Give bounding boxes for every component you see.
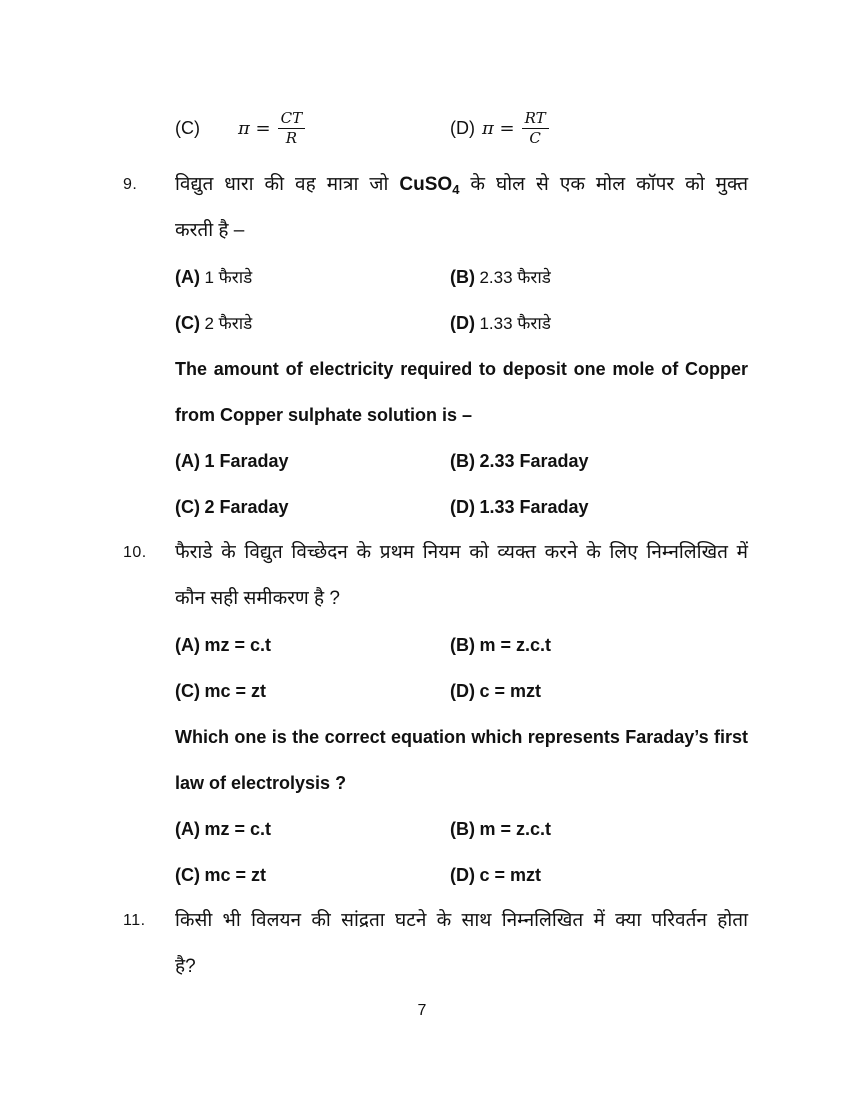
option-text: m = z.c.t bbox=[479, 635, 551, 655]
formula-options-row bbox=[175, 95, 748, 162]
q10-english-option-c bbox=[175, 865, 266, 885]
formula-option-d bbox=[450, 110, 549, 148]
option-label: (D) bbox=[450, 681, 475, 701]
q9-english-options-row-1 bbox=[175, 438, 748, 484]
option-text: 1 Faraday bbox=[204, 451, 289, 471]
q11-number: 11. bbox=[123, 912, 146, 929]
q9-hindi-text-pre: विद्युत धारा की वह मात्रा जो bbox=[175, 174, 389, 195]
option-label: (B) bbox=[450, 635, 475, 655]
option-label: (C) bbox=[175, 118, 200, 138]
q10-options-row-1 bbox=[175, 622, 748, 668]
fraction bbox=[278, 110, 305, 148]
option-label: (A) bbox=[175, 819, 200, 839]
q9-english-option-c bbox=[175, 497, 289, 517]
option-label: (D) bbox=[450, 313, 475, 333]
q9-hindi-line1 bbox=[123, 162, 749, 208]
chemical-formula-cuso4 bbox=[399, 174, 459, 195]
option-label: (C) bbox=[175, 865, 200, 885]
q9-hindi-options-row-2 bbox=[175, 300, 748, 346]
option-text: c = mzt bbox=[479, 865, 541, 885]
formula-lhs: π = bbox=[238, 118, 271, 139]
page-number: 7 bbox=[417, 1002, 427, 1019]
q10-english-option-a bbox=[175, 819, 271, 839]
option-text: 1 फैराडे bbox=[204, 268, 253, 287]
option-text: mz = c.t bbox=[204, 635, 271, 655]
q9-english-option-b bbox=[450, 438, 589, 486]
fraction-numerator: RT bbox=[522, 110, 549, 129]
option-text: 2 Faraday bbox=[204, 497, 289, 517]
q9-hindi-line2: करती है – bbox=[175, 220, 245, 241]
fraction-denominator: C bbox=[529, 129, 541, 147]
q10-option-d bbox=[450, 668, 541, 716]
q10-hindi-line2: कौन सही समीकरण है ? bbox=[175, 588, 340, 609]
formula-pi-ct-r bbox=[238, 110, 305, 148]
fraction bbox=[522, 110, 549, 148]
option-text: mc = zt bbox=[204, 681, 266, 701]
q9-option-a bbox=[175, 267, 253, 287]
option-label: (C) bbox=[175, 313, 200, 333]
option-label: (B) bbox=[450, 267, 475, 287]
q10-hindi-line1 bbox=[123, 530, 748, 576]
q9-option-d bbox=[450, 300, 551, 348]
option-label: (C) bbox=[175, 497, 200, 517]
option-label: (A) bbox=[175, 267, 200, 287]
fraction-denominator: R bbox=[285, 129, 298, 147]
q10-option-b bbox=[450, 622, 551, 670]
q9-number: 9. bbox=[123, 176, 138, 193]
q11-hindi-line1 bbox=[123, 898, 748, 944]
q9-english-option-a bbox=[175, 451, 289, 471]
option-label: (D) bbox=[450, 865, 475, 885]
q9-english-option-d bbox=[450, 484, 589, 532]
option-label: (B) bbox=[450, 819, 475, 839]
q10-english-line1: Which one is the correct equation which represents Faraday’s first bbox=[175, 727, 748, 747]
fraction-numerator: CT bbox=[278, 110, 305, 129]
option-label: (A) bbox=[175, 451, 200, 471]
option-text: mz = c.t bbox=[204, 819, 271, 839]
q9-hindi-text-post: के घोल से एक मोल कॉपर को मुक्त bbox=[470, 174, 749, 195]
q10-english-option-d bbox=[450, 852, 541, 900]
q11-hindi-line2: है? bbox=[175, 956, 196, 977]
q9-hindi-options-row-1 bbox=[175, 254, 748, 300]
q10-english-options-row-2 bbox=[175, 852, 748, 898]
q10-hindi-text: फैराडे के विद्युत विच्छेदन के प्रथम नियम को व्यक्त करने के लिए निम्नलिखित में bbox=[175, 542, 748, 563]
q9-option-b bbox=[450, 254, 551, 302]
option-text: mc = zt bbox=[204, 865, 266, 885]
q9-english-line2: from Copper sulphate solution is – bbox=[175, 405, 473, 425]
q10-english-options-row-1 bbox=[175, 806, 748, 852]
option-text: c = mzt bbox=[479, 681, 541, 701]
q10-option-c bbox=[175, 681, 266, 701]
chem-subscript: 4 bbox=[452, 182, 460, 197]
option-label: (A) bbox=[175, 635, 200, 655]
formula-pi-rt-c bbox=[482, 110, 549, 148]
q9-english-options-row-2 bbox=[175, 484, 748, 530]
q9-english-line1: The amount of electricity required to deposit one mole of Copper bbox=[175, 359, 748, 379]
option-text: 2.33 फैराडे bbox=[479, 268, 551, 287]
option-text: 2.33 Faraday bbox=[479, 451, 589, 471]
formula-option-c bbox=[175, 110, 450, 148]
option-text: m = z.c.t bbox=[479, 819, 551, 839]
option-text: 1.33 Faraday bbox=[479, 497, 589, 517]
q10-number: 10. bbox=[123, 544, 147, 561]
formula-lhs: π = bbox=[482, 118, 515, 139]
q10-option-a bbox=[175, 635, 271, 655]
q9-option-c bbox=[175, 313, 253, 333]
option-label: (D) bbox=[450, 497, 475, 517]
option-text: 2 फैराडे bbox=[204, 314, 253, 333]
q10-english-option-b bbox=[450, 806, 551, 854]
option-label: (C) bbox=[175, 681, 200, 701]
page-content bbox=[123, 95, 749, 990]
q10-english-line2: law of electrolysis ? bbox=[175, 773, 347, 793]
q11-hindi-text: किसी भी विलयन की सांद्रता घटने के साथ निम्नलिखित में क्या परिवर्तन होता bbox=[175, 910, 748, 931]
chem-symbol: CuSO bbox=[399, 174, 453, 195]
option-text: 1.33 फैराडे bbox=[479, 314, 551, 333]
q10-options-row-2 bbox=[175, 668, 748, 714]
option-label: (B) bbox=[450, 451, 475, 471]
option-label: (D) bbox=[450, 118, 475, 138]
